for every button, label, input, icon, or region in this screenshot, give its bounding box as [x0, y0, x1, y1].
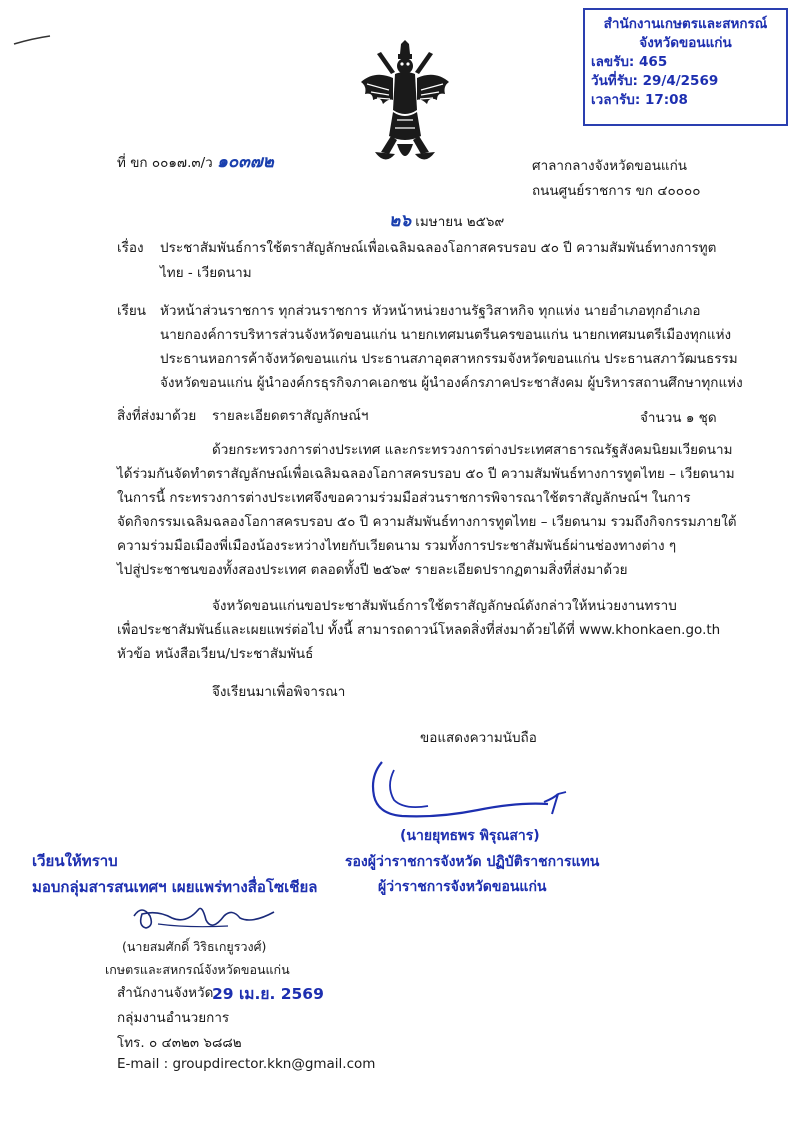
footer-office: สำนักงานจังหวัด [117, 985, 214, 1001]
receipt-stamp [583, 8, 788, 126]
signer-title1: รองผู้ว่าราชการจังหวัด ปฏิบัติราชการแทน [345, 854, 600, 870]
stamp-receive-no: เลขรับ: 465 [591, 54, 668, 70]
salutation: ขอแสดงความนับถือ [420, 730, 537, 746]
recipient-line3: ประธานหอการค้าจังหวัดขอนแก่น ประธานสภาอุตสาหกรรมจังหวัดขอนแก่น ประธานสภาวัฒนธรรม [160, 351, 738, 367]
stamp-office-line2: จังหวัดขอนแก่น [639, 35, 732, 51]
footer-email: E-mail : groupdirector.kkn@gmail.com [117, 1056, 376, 1072]
recipient-line2: นายกองค์การบริหารส่วนจังหวัดขอนแก่น นายกเทศมนตรีนครขอนแก่น นายกเทศมนตรีเมืองทุกแห่ง [160, 327, 732, 343]
enclosure-item: รายละเอียดตราสัญลักษณ์ฯ [212, 408, 369, 424]
date-month-year: เมษายน ๒๕๖๙ [415, 214, 505, 230]
body-p2-line3: หัวข้อ หนังสือเวียน/ประชาสัมพันธ์ [117, 646, 314, 662]
annotation-signer-title: เกษตรและสหกรณ์จังหวัดขอนแก่น [105, 962, 290, 977]
date-day-handwritten: ๒๖ [389, 211, 411, 231]
footer-phone: โทร. ๐ ๔๓๒๓ ๖๘๘๒ [117, 1035, 242, 1051]
body-p1-line6: ไปสู่ประชาชนของทั้งสองประเทศ ตลอดทั้งปี ๒๕๖๙ รายละเอียดปรากฏตามสิ่งที่ส่งมาด้วย [117, 562, 628, 578]
recipient-label: เรียน [117, 303, 147, 319]
subject-label: เรื่อง [117, 240, 144, 256]
closing-request: จึงเรียนมาเพื่อพิจารณา [212, 684, 346, 700]
reference-number [117, 148, 274, 175]
body-p1-line4: จัดกิจกรรมเฉลิมฉลองโอกาสครบรอบ ๕๐ ปี ความสัมพันธ์ทางการทูตไทย – เวียดนาม รวมถึงกิจกรรมภายใต้ [117, 514, 737, 530]
document-date [389, 207, 504, 234]
stamp-office-line1: สำนักงานเกษตรและสหกรณ์ [603, 16, 768, 32]
annotation-signature [128, 898, 278, 938]
annotation-line1: เวียนให้ทราบ [32, 852, 118, 870]
subject-line1: ประชาสัมพันธ์การใช้ตราสัญลักษณ์เพื่อเฉลิมฉลองโอกาสครบรอบ ๕๐ ปี ความสัมพันธ์ทางการทูต [160, 240, 717, 256]
reference-handwritten: ๑๐๓๗๒ [217, 152, 274, 172]
recipient-line1: หัวหน้าส่วนราชการ ทุกส่วนราชการ หัวหน้าหน่วยงานรัฐวิสาหกิจ ทุกแห่ง นายอำเภอทุกอำเภอ [160, 303, 701, 319]
body-p1-line5: ความร่วมมือเมืองพี่เมืองน้องระหว่างไทยกับเวียดนาม รวมทั้งการประชาสัมพันธ์ผ่านช่องทางต่าง ๆ [117, 538, 677, 554]
body-p2-line1: จังหวัดขอนแก่นขอประชาสัมพันธ์การใช้ตราสัญลักษณ์ดังกล่าวให้หน่วยงานทราบ [212, 598, 677, 614]
subject-line2: ไทย - เวียดนาม [160, 265, 252, 281]
body-p1-line3: ในการนี้ กระทรวงการต่างประเทศจึงขอความร่วมมือส่วนราชการพิจารณาใช้ตราสัญลักษณ์ฯ ในการ [117, 490, 691, 506]
stamp-receive-date: วันที่รับ: 29/4/2569 [591, 73, 719, 89]
body-p2-line2: เพื่อประชาสัมพันธ์และเผยแพร่ต่อไป ทั้งนี้ สามารถดาวน์โหลดสิ่งที่ส่งมาด้วยได้ที่ www.khonkaen.go.th [117, 622, 721, 638]
body-p1-line1: ด้วยกระทรวงการต่างประเทศ และกระทรวงการต่างประเทศสาธารณรัฐสังคมนิยมเวียดนาม [212, 442, 733, 458]
signer-name: (นายยุทธพร พิรุณสาร) [400, 828, 540, 844]
main-handwritten-signature [368, 756, 578, 826]
signer-title2: ผู้ว่าราชการจังหวัดขอนแก่น [378, 879, 547, 895]
stamp-receive-time: เวลารับ: 17:08 [591, 92, 688, 108]
recipient-line4: จังหวัดขอนแก่น ผู้นำองค์กรธุรกิจภาคเอกชน ผู้นำองค์กรภาคประชาสังคม ผู้บริหารสถานศึกษาทุกแห่ง [160, 375, 743, 391]
sender-address-line1: ศาลากลางจังหวัดขอนแก่น [532, 158, 688, 174]
pen-mark [12, 34, 52, 48]
annotation-date: 29 เม.ย. 2569 [212, 985, 324, 1003]
sender-address-line2: ถนนศูนย์ราชการ ขก ๔๐๐๐๐ [532, 183, 701, 199]
enclosure-quantity: จำนวน ๑ ชุด [640, 410, 717, 426]
annotation-signer-name: (นายสมศักดิ์ วิริธเกยูรวงศ์) [122, 939, 267, 954]
body-p1-line2: ได้ร่วมกันจัดทำตราสัญลักษณ์เพื่อเฉลิมฉลองโอกาสครบรอบ ๕๐ ปี ความสัมพันธ์ทางการทูตไทย – เวียดนาม [117, 466, 735, 482]
garuda-emblem-icon [355, 40, 455, 170]
reference-prefix: ที่ ขก ๐๐๑๗.๓/ว [117, 155, 213, 171]
enclosure-label: สิ่งที่ส่งมาด้วย [117, 408, 197, 424]
footer-division: กลุ่มงานอำนวยการ [117, 1010, 230, 1026]
annotation-line2: มอบกลุ่มสารสนเทศฯ เผยแพร่ทางสื่อโซเชียล [32, 878, 318, 896]
